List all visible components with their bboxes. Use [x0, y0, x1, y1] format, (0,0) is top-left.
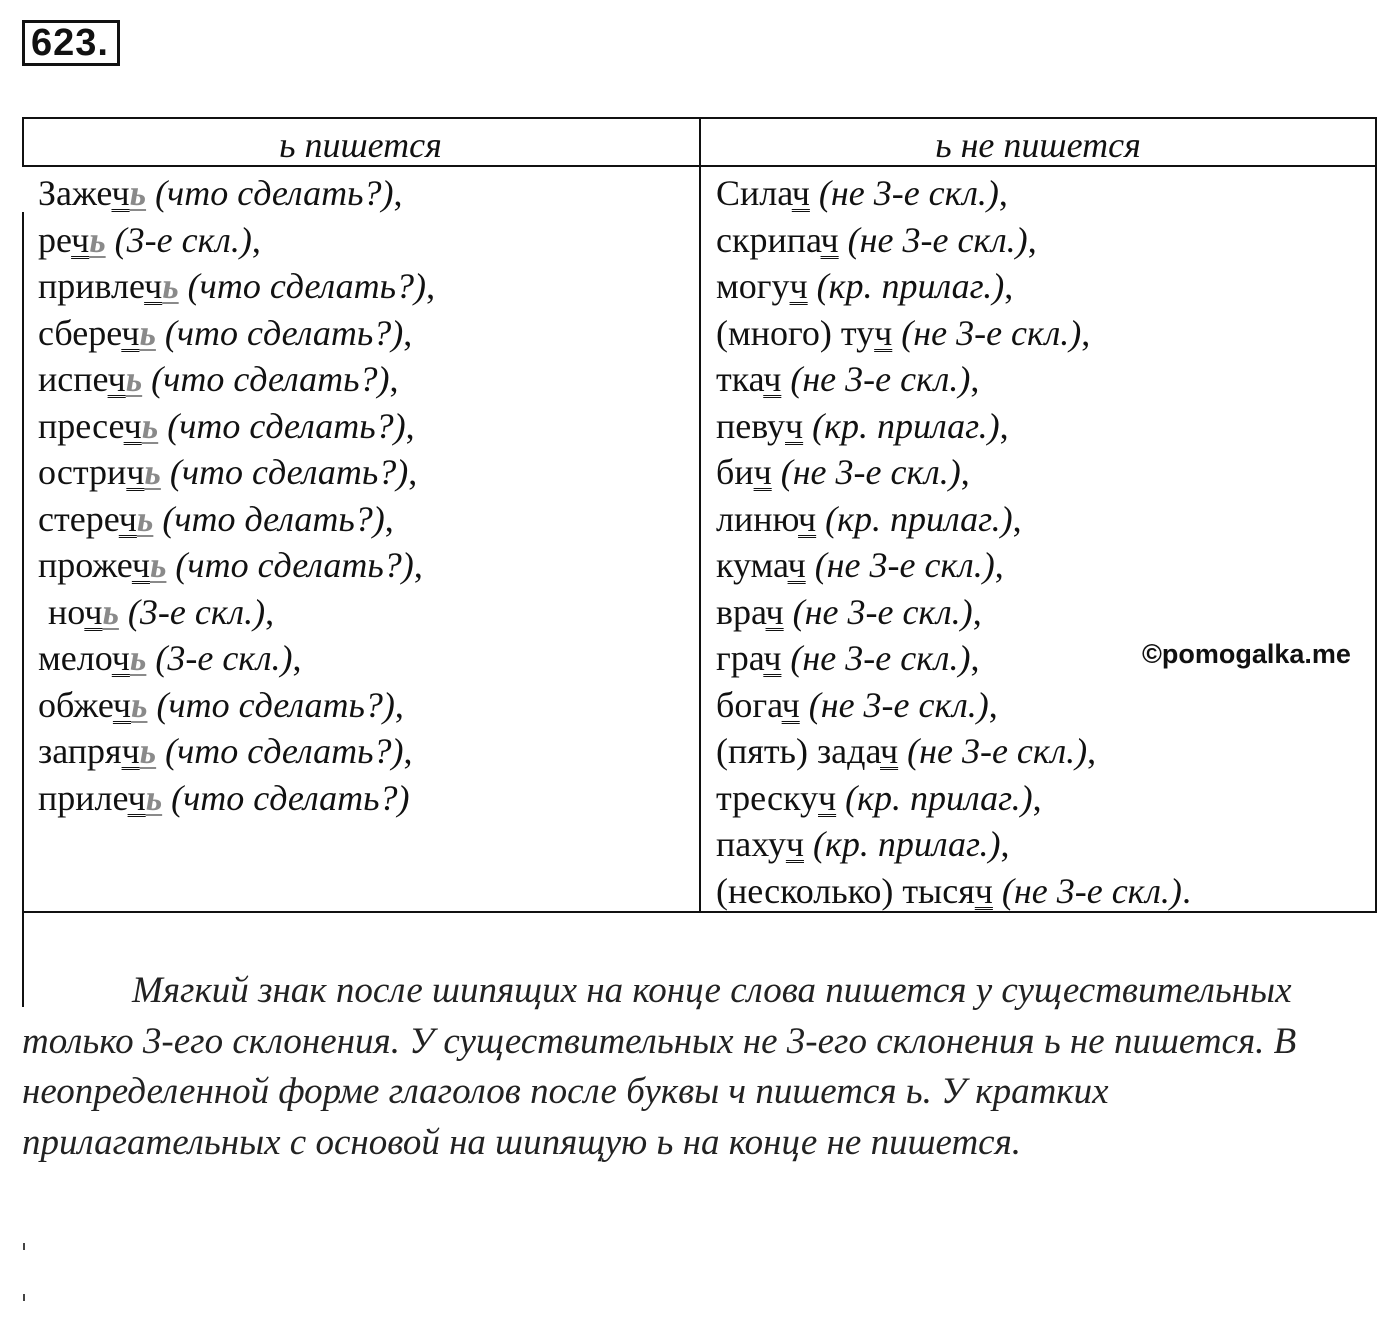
grammar-note: (не 3-е скл.) [838, 219, 1028, 260]
word-stem: треску [716, 777, 819, 818]
soft-sign: ь [139, 731, 157, 771]
soft-sign: ь [89, 219, 106, 260]
punctuation: , [970, 638, 980, 678]
punctuation: , [960, 452, 970, 492]
word-stem: (несколько) тыся [716, 870, 975, 911]
hissing-letter: ч [874, 312, 893, 353]
punctuation: , [403, 312, 413, 353]
hissing-letter: ч [111, 173, 130, 213]
word-stem: гра [716, 638, 764, 678]
hissing-letter: ч [820, 219, 839, 260]
hissing-letter: ч [144, 266, 163, 306]
grammar-note: (не 3-е скл.) [805, 545, 995, 585]
grammar-note: (что сделать?) [166, 545, 414, 585]
word-stem: обже [38, 684, 113, 725]
word-stem: но [48, 591, 85, 632]
word-row [716, 682, 1191, 729]
grammar-note: (кр. прилаг.) [807, 266, 1005, 306]
grammar-note: (что сделать?) [155, 312, 404, 353]
grammar-note: (не 3-е скл.) [809, 173, 999, 213]
word-row [716, 635, 1191, 682]
word-row [716, 403, 1191, 450]
grammar-note: (не 3-е скл.) [783, 591, 973, 632]
grammar-note: (не 3-е скл.) [771, 452, 961, 492]
punctuation: , [994, 545, 1004, 585]
punctuation: , [384, 498, 394, 539]
soft-sign: ь [145, 777, 163, 818]
hissing-letter: ч [765, 591, 784, 632]
punctuation: , [999, 405, 1009, 446]
grammar-note: (3-е скл.) [146, 638, 293, 678]
soft-sign: ь [149, 545, 167, 585]
punctuation: , [394, 684, 404, 725]
punctuation: , [988, 684, 998, 725]
word-stem: линю [716, 498, 799, 539]
grammar-note: (что сделать?) [178, 266, 427, 306]
word-stem: скрипа [716, 219, 821, 260]
hissing-letter: ч [974, 870, 993, 911]
word-stem: Заже [38, 173, 112, 213]
word-row [38, 682, 435, 729]
hissing-letter: ч [111, 638, 130, 678]
punctuation: , [1087, 731, 1097, 771]
word-row [38, 449, 435, 496]
word-row [716, 868, 1191, 915]
left-column-header: ь пишется [279, 125, 442, 165]
word-row [716, 775, 1191, 822]
punctuation: , [1081, 312, 1091, 353]
grammar-note: (3-е скл.) [118, 591, 266, 632]
hissing-letter: ч [84, 591, 103, 632]
grammar-note: (кр. прилаг.) [836, 777, 1033, 818]
word-row [716, 589, 1191, 636]
word-stem: могу [716, 266, 790, 306]
hissing-letter: ч [118, 498, 137, 539]
word-row [716, 542, 1191, 589]
hissing-letter: ч [126, 452, 145, 492]
punctuation: , [413, 545, 423, 585]
hissing-letter: ч [787, 545, 806, 585]
word-row [716, 310, 1191, 357]
punctuation: , [970, 359, 980, 399]
scan-mark [23, 1294, 25, 1301]
soft-sign: ь [136, 498, 154, 539]
word-stem: кума [716, 545, 788, 585]
grammar-note: (что сделать?) [158, 405, 406, 446]
word-row [716, 356, 1191, 403]
punctuation: , [1032, 777, 1042, 818]
punctuation: , [251, 219, 261, 260]
hissing-letter: ч [785, 405, 804, 446]
word-stem: паху [716, 824, 786, 864]
hissing-letter: ч [121, 731, 140, 771]
word-row [38, 496, 435, 543]
punctuation: , [1027, 219, 1037, 260]
punctuation: , [1012, 498, 1022, 539]
grammar-note: (не 3-е скл.) [992, 870, 1182, 911]
hissing-letter: ч [818, 777, 837, 818]
grammar-note: (что сделать?) [156, 731, 404, 771]
word-row [716, 728, 1191, 775]
punctuation: , [393, 173, 403, 213]
hissing-letter: ч [785, 824, 804, 864]
watermark: ©pomogalka.me [1142, 639, 1351, 669]
hissing-letter: ч [71, 219, 90, 260]
punctuation: , [403, 731, 413, 771]
soft-sign: ь [125, 359, 143, 399]
hissing-letter: ч [763, 359, 782, 399]
word-stem: бога [716, 684, 782, 725]
hissing-letter: ч [107, 359, 126, 399]
word-stem: проже [38, 545, 132, 585]
word-stem: вра [716, 591, 766, 632]
grammar-note: (кр. прилаг.) [803, 824, 1001, 864]
word-stem: мело [38, 638, 112, 678]
word-stem: тка [716, 359, 764, 399]
soft-sign: ь [139, 312, 156, 353]
word-row [716, 449, 1191, 496]
grammar-note: (что сделать?) [146, 173, 394, 213]
grammar-note: (что сделать?) [147, 684, 395, 725]
grammar-note: (не 3-е скл.) [892, 312, 1082, 353]
word-row [38, 775, 435, 822]
hissing-letter: ч [880, 731, 899, 771]
punctuation: , [265, 591, 275, 632]
word-stem: запря [38, 731, 122, 771]
punctuation: , [1004, 266, 1014, 306]
word-stem: (пять) зада [716, 731, 881, 771]
exercise-number: 623. [22, 20, 120, 66]
grammar-note: (кр. прилаг.) [803, 405, 1000, 446]
grammar-note: (3-е скл.) [105, 219, 252, 260]
word-row [716, 821, 1191, 868]
word-row [38, 263, 435, 310]
word-row [38, 635, 435, 682]
hissing-letter: ч [121, 312, 140, 353]
punctuation: , [426, 266, 436, 306]
word-row [716, 496, 1191, 543]
word-stem: привле [38, 266, 145, 306]
word-row [38, 310, 435, 357]
left-column-list [38, 170, 435, 821]
soft-sign: ь [129, 173, 147, 213]
soft-sign: ь [144, 452, 161, 492]
grammar-note: (что сделать?) [162, 777, 410, 818]
spelling-table [22, 117, 1377, 913]
hissing-letter: ч [112, 684, 132, 725]
punctuation: , [389, 359, 399, 399]
hissing-letter: ч [791, 173, 810, 213]
word-stem: стере [38, 498, 119, 539]
soft-sign: ь [131, 684, 148, 725]
word-stem: (много) ту [716, 312, 875, 353]
grammar-note: (не 3-е скл.) [781, 638, 971, 678]
word-stem: певу [716, 405, 786, 446]
hissing-letter: ч [781, 684, 800, 725]
grammar-note: (что сделать?) [142, 359, 390, 399]
punctuation: , [408, 452, 418, 492]
word-stem: Сила [716, 173, 792, 213]
word-row [716, 217, 1191, 264]
word-stem: би [716, 452, 754, 492]
word-row [38, 589, 435, 636]
punctuation: , [998, 173, 1008, 213]
word-stem: остри [38, 452, 127, 492]
soft-sign: ь [129, 638, 147, 678]
word-stem: ре [38, 219, 72, 260]
word-row [38, 728, 435, 775]
soft-sign: ь [102, 591, 119, 632]
soft-sign: ь [141, 405, 159, 446]
word-stem: испе [38, 359, 108, 399]
word-row [716, 170, 1191, 217]
hissing-letter: ч [753, 452, 772, 492]
word-stem: пресе [38, 405, 124, 446]
word-row [38, 356, 435, 403]
soft-sign: ь [162, 266, 179, 306]
punctuation: , [972, 591, 982, 632]
hissing-letter: ч [789, 266, 808, 306]
hissing-letter: ч [131, 545, 150, 585]
grammar-note: (не 3-е скл.) [781, 359, 971, 399]
grammar-note: (не 3-е скл.) [799, 684, 989, 725]
hissing-letter: ч [798, 498, 817, 539]
grammar-note: (что сделать?) [160, 452, 409, 492]
punctuation: , [292, 638, 302, 678]
word-row [716, 263, 1191, 310]
punctuation: , [1000, 824, 1010, 864]
punctuation: , [405, 405, 415, 446]
grammar-note: (кр. прилаг.) [816, 498, 1013, 539]
word-stem: сбере [38, 312, 122, 353]
rule-paragraph: Мягкий знак после шипящих на конце слова пишется у существительных только 3-его склонения. У существительных не 3-его склонения ь не пишется. В неопределенной форме глаголов после буквы ч пишется ь. У кратких прилагательных с основой на шипящую ь на конце не пишется. [22, 970, 1297, 1163]
column-divider [699, 119, 701, 911]
word-stem: приле [38, 777, 128, 818]
grammar-note: (что делать?) [153, 498, 385, 539]
word-row [38, 542, 435, 589]
word-row [38, 217, 435, 264]
right-column-header: ь не пишется [935, 125, 1141, 165]
punctuation: . [1181, 870, 1191, 911]
word-row [38, 403, 435, 450]
right-column-list [716, 170, 1191, 914]
word-row [38, 170, 435, 217]
hissing-letter: ч [123, 405, 142, 446]
scan-mark [23, 1243, 25, 1250]
hissing-letter: ч [763, 638, 782, 678]
grammar-note: (не 3-е скл.) [898, 731, 1088, 771]
hissing-letter: ч [127, 777, 146, 818]
